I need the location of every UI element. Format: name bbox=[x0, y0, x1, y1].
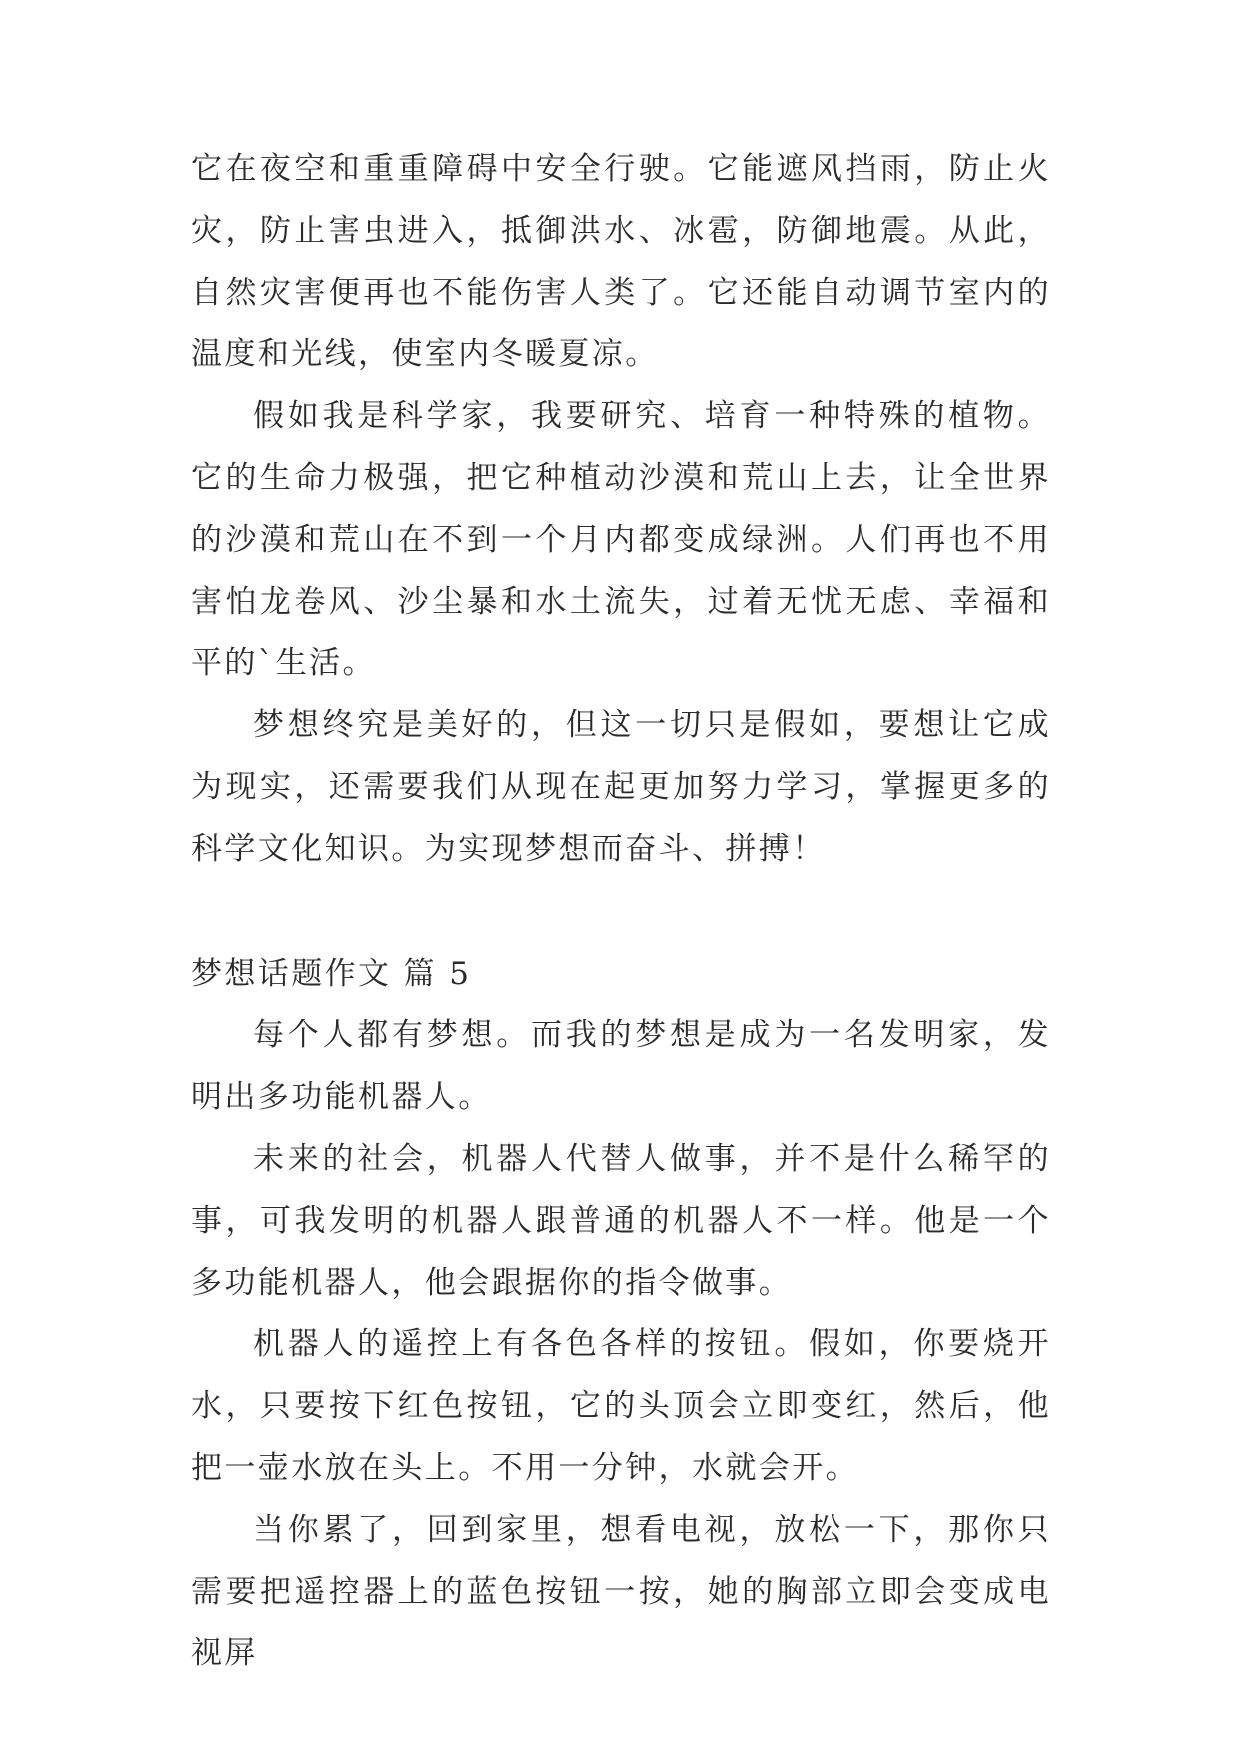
paragraph-6: 机器人的遥控上有各色各样的按钮。假如，你要烧开水，只要按下红色按钮，它的头顶会立即变红，然后，他把一壶水放在头上。不用一分钟，水就会开。 bbox=[191, 1326, 1051, 1486]
paragraph-1: 它在夜空和重重障碍中安全行驶。它能遮风挡雨，防止火灾，防止害虫进入，抵御洪水、冰雹，防御地震。从此，自然灾害便再也不能伤害人类了。它还能自动调节室内的温度和光线，使室内冬暖夏凉。 bbox=[191, 151, 1051, 373]
paragraph-4: 每个人都有梦想。而我的梦想是成为一名发明家，发明出多功能机器人。 bbox=[191, 1017, 1051, 1116]
paragraph-5: 未来的社会，机器人代替人做事，并不是什么稀罕的事，可我发明的机器人跟普通的机器人不一样。他是一个多功能机器人，他会跟据你的指令做事。 bbox=[191, 1140, 1051, 1301]
paragraph-3: 梦想终究是美好的，但这一切只是假如，要想让它成为现实，还需要我们从现在起更加努力学习，掌握更多的科学文化知识。为实现梦想而奋斗、拼搏！ bbox=[191, 707, 1051, 867]
paragraph-2: 假如我是科学家，我要研究、培育一种特殊的植物。它的生命力极强，把它种植动沙漠和荒山上去，让全世界的沙漠和荒山在不到一个月内都变成绿洲。人们再也不用害怕龙卷风、沙尘暴和水土流失，过着无忧无虑、幸福和平的`生活。 bbox=[191, 398, 1051, 682]
document-body bbox=[191, 139, 1051, 1685]
paragraph-7: 当你累了，回到家里，想看电视，放松一下，那你只需要把遥控器上的蓝色按钮一按，她的胸部立即会变成电视屏 bbox=[191, 1511, 1051, 1672]
section-heading: 梦想话题作文 篇 5 bbox=[191, 955, 472, 992]
